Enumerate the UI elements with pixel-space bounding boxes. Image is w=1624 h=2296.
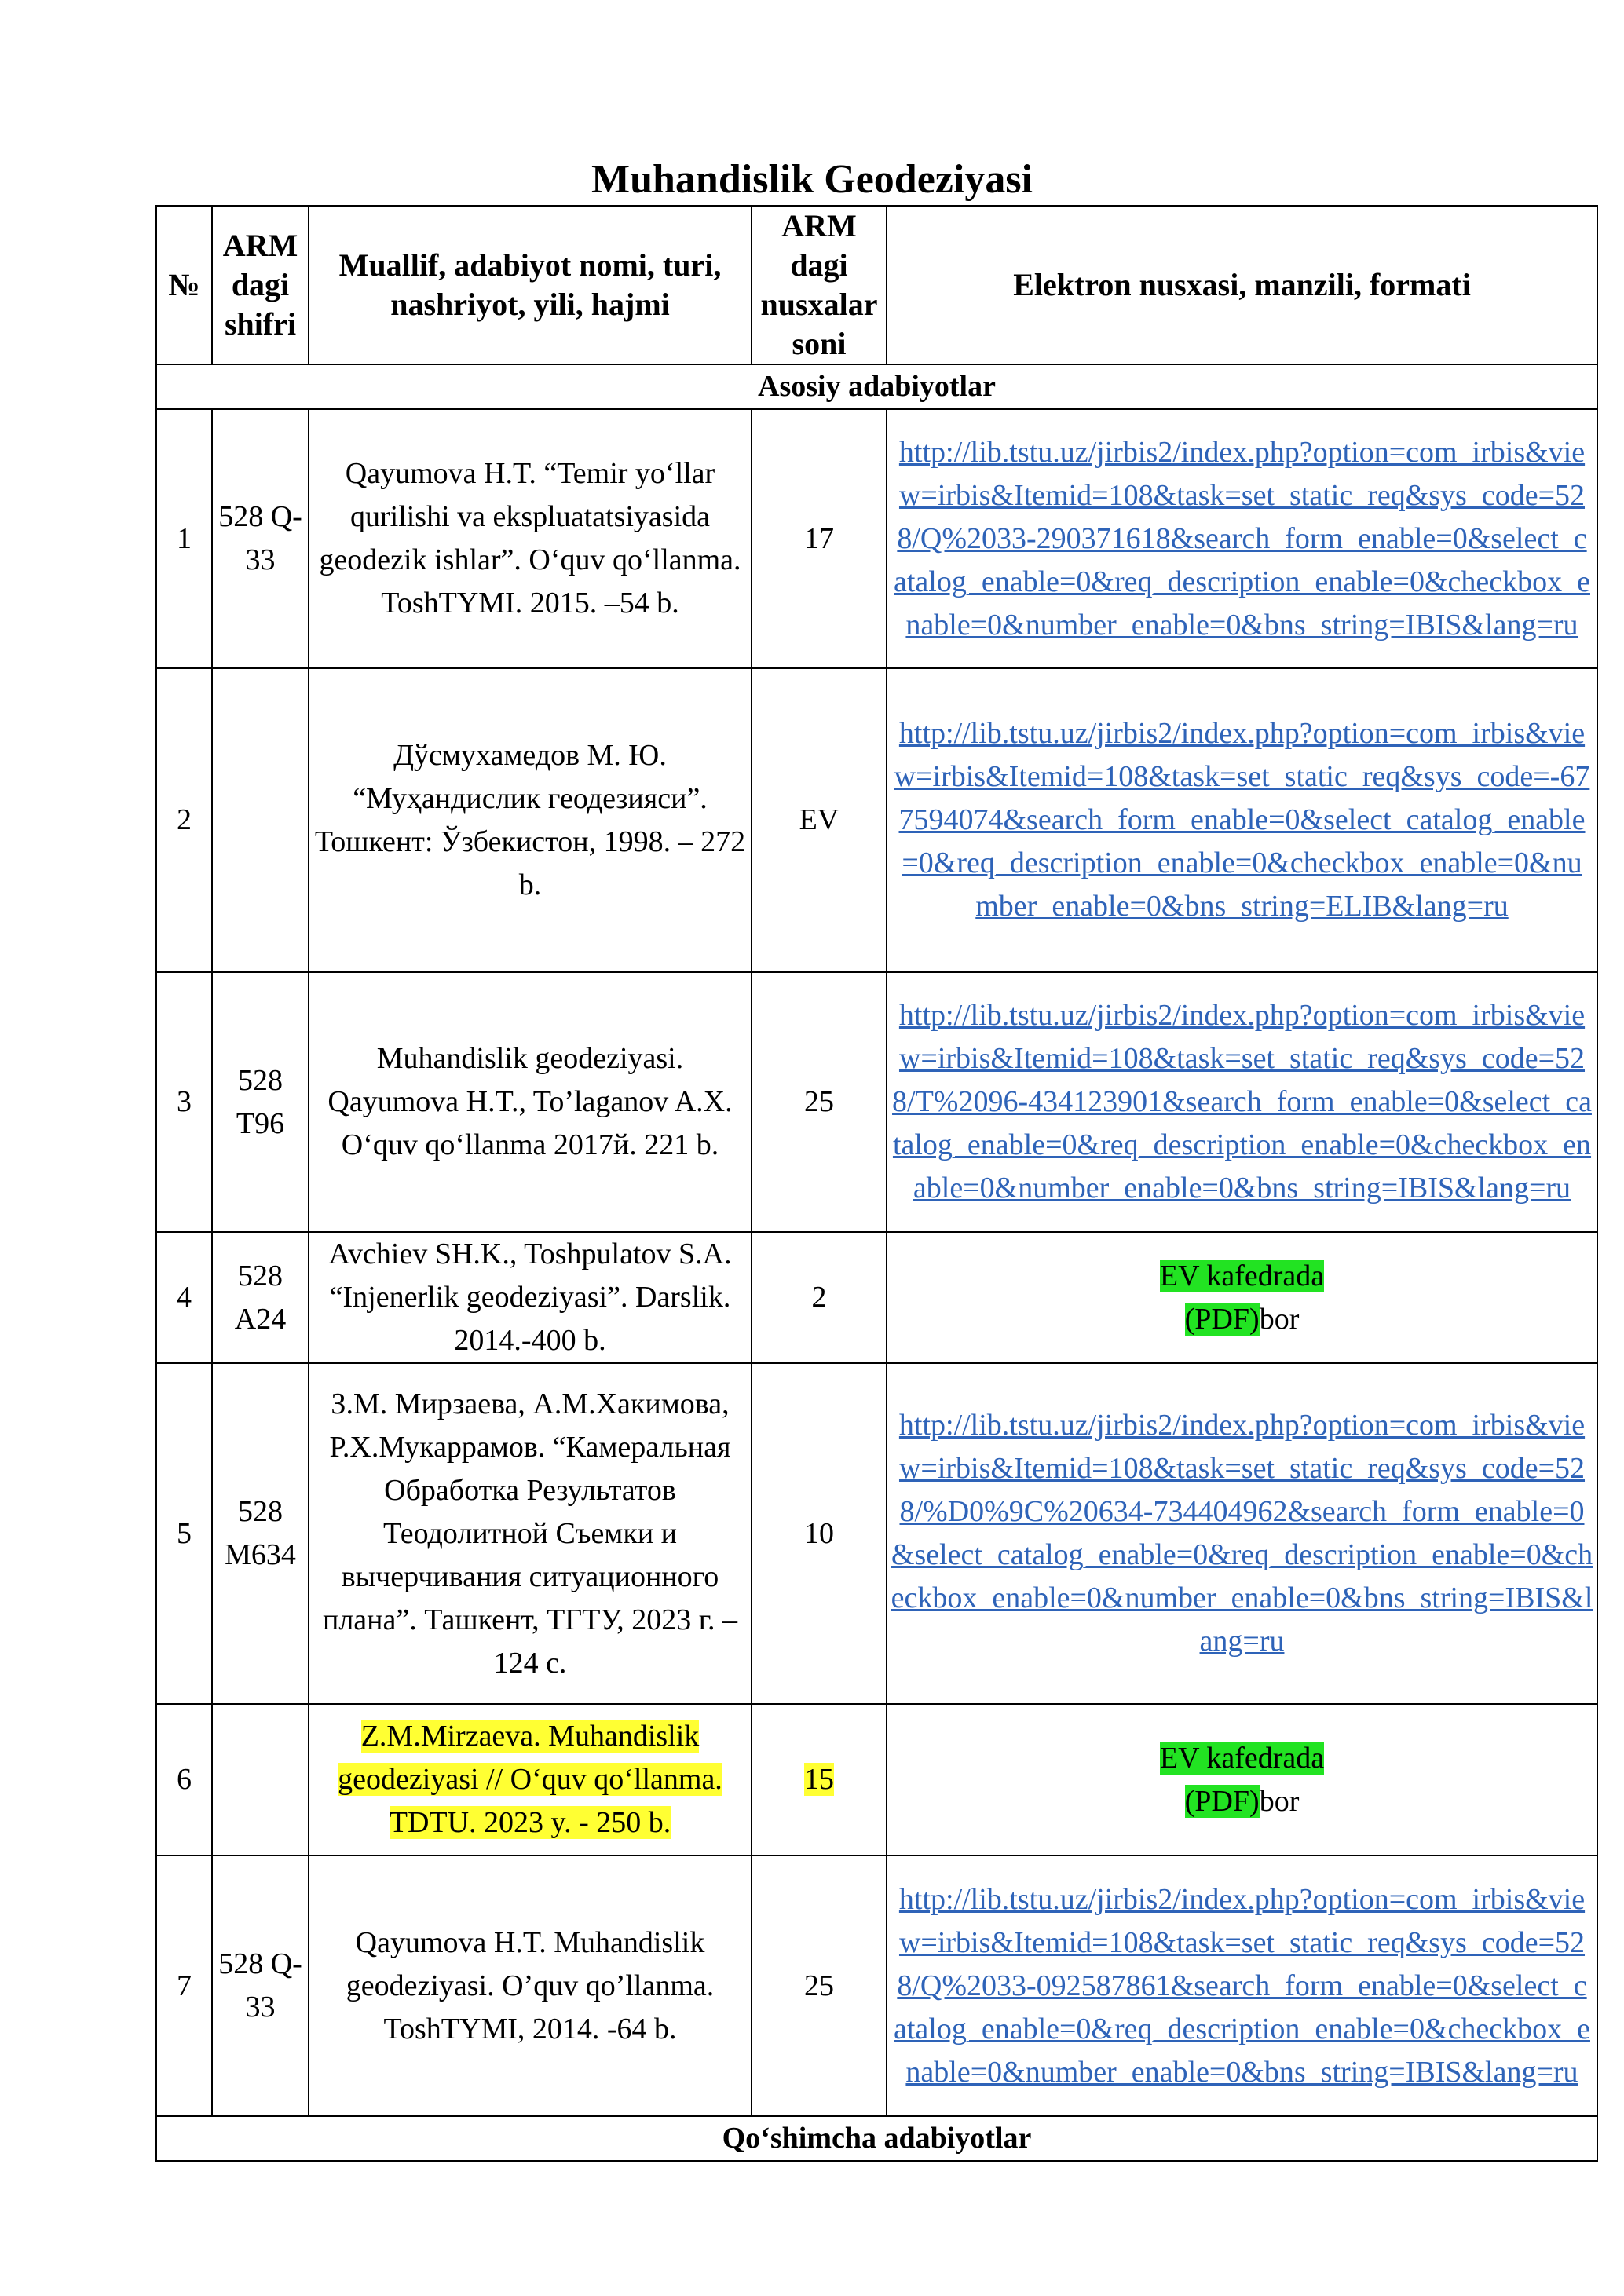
row-author: Z.M.Mirzaeva. Muhandislik geodeziyasi // O‘quv qo‘llanma. TDTU. 2023 y. - 250 b.	[338, 1720, 722, 1839]
section-row-extra	[156, 2116, 1597, 2161]
row-copies: 25	[752, 972, 887, 1232]
row-code: 528 T96	[212, 972, 309, 1232]
row-code: 528 Q-33	[212, 1855, 309, 2116]
ev-format: (PDF)	[1184, 1784, 1260, 1818]
table-row	[156, 1363, 1597, 1704]
catalog-link[interactable]: http://lib.tstu.uz/jirbis2/index.php?option=com_irbis&view=irbis&Itemid=108&task=set_static_req&sys_code=-677594074&search_form_enable=0&select_catalog_enable=0&req_description_enable=0&checkbox_enable=0&number_enable=0&bns_string=ELIB&lang=ru	[894, 717, 1590, 923]
row-num: 4	[156, 1232, 212, 1363]
header-electronic: Elektron nusxasi, manzili, formati	[887, 206, 1597, 364]
header-copies: ARM dagi nusxalar soni	[752, 206, 887, 364]
header-code: ARM dagi shifri	[212, 206, 309, 364]
header-row	[156, 206, 1597, 364]
row-num: 6	[156, 1704, 212, 1855]
row-code: 528 A24	[212, 1232, 309, 1363]
row-copies-cell	[752, 1704, 887, 1855]
row-code: 528 Q-33	[212, 409, 309, 668]
page-title: Muhandislik Geodeziyasi	[591, 157, 1033, 202]
row-copies: 25	[752, 1855, 887, 2116]
section-row-main	[156, 364, 1597, 409]
row-author: Qayumova H.T. “Temir yo‘llar qurilishi va ekspluatatsiyasida geodezik ishlar”. O‘quv qo‘llanma. ToshTYMI. 2015. –54 b.	[309, 409, 752, 668]
catalog-link[interactable]: http://lib.tstu.uz/jirbis2/index.php?option=com_irbis&view=irbis&Itemid=108&task=set_static_req&sys_code=528/T%2096-434123901&search_form_enable=0&select_catalog_enable=0&req_description_enable=0&checkbox_enable=0&number_enable=0&bns_string=IBIS&lang=ru	[892, 999, 1592, 1205]
ev-location: EV kafedrada	[1159, 1741, 1325, 1775]
section-extra-title: Qo‘shimcha adabiyotlar	[156, 2116, 1597, 2161]
row-num: 3	[156, 972, 212, 1232]
ev-format: (PDF)	[1184, 1302, 1260, 1336]
ev-availability	[887, 1232, 1597, 1363]
table-row	[156, 1232, 1597, 1363]
row-code	[212, 668, 309, 972]
row-copies: 10	[752, 1363, 887, 1704]
table-row	[156, 1855, 1597, 2116]
ev-status: bor	[1259, 1302, 1300, 1336]
ev-availability	[887, 1704, 1597, 1855]
row-author-cell	[309, 1704, 752, 1855]
row-code: 528 M634	[212, 1363, 309, 1704]
row-copies: 2	[752, 1232, 887, 1363]
catalog-link[interactable]: http://lib.tstu.uz/jirbis2/index.php?option=com_irbis&view=irbis&Itemid=108&task=set_static_req&sys_code=528/%D0%9C%20634-734404962&search_form_enable=0&select_catalog_enable=0&req_description_enable=0&checkbox_enable=0&number_enable=0&bns_string=IBIS&lang=ru	[891, 1409, 1593, 1658]
row-copies: EV	[752, 668, 887, 972]
row-copies: 17	[752, 409, 887, 668]
catalog-link[interactable]: http://lib.tstu.uz/jirbis2/index.php?option=com_irbis&view=irbis&Itemid=108&task=set_static_req&sys_code=528/Q%2033-092587861&search_form_enable=0&select_catalog_enable=0&req_description_enable=0&checkbox_enable=0&number_enable=0&bns_string=IBIS&lang=ru	[894, 1882, 1590, 2089]
row-code	[212, 1704, 309, 1855]
row-num: 7	[156, 1855, 212, 2116]
catalog-link[interactable]: http://lib.tstu.uz/jirbis2/index.php?option=com_irbis&view=irbis&Itemid=108&task=set_static_req&sys_code=528/Q%2033-290371618&search_form_enable=0&select_catalog_enable=0&req_description_enable=0&checkbox_enable=0&number_enable=0&bns_string=IBIS&lang=ru	[894, 435, 1590, 642]
literature-table	[155, 205, 1598, 2162]
row-author: Muhandislik geodeziyasi. Qayumova H.T., To’laganov A.X. O‘quv qo‘llanma 2017й. 221 b.	[309, 972, 752, 1232]
row-num: 5	[156, 1363, 212, 1704]
row-num: 1	[156, 409, 212, 668]
table-row	[156, 409, 1597, 668]
row-author: Avchiev SH.K., Toshpulatov S.A. “Injenerlik geodeziyasi”. Darslik. 2014.-400 b.	[309, 1232, 752, 1363]
table-row	[156, 1704, 1597, 1855]
table-row	[156, 668, 1597, 972]
table-row	[156, 972, 1597, 1232]
header-num: №	[156, 206, 212, 364]
section-main-title: Asosiy adabiyotlar	[156, 364, 1597, 409]
row-num: 2	[156, 668, 212, 972]
row-author: Qayumova H.T. Muhandislik geodeziyasi. O’quv qo’llanma. ToshTYMI, 2014. -64 b.	[309, 1855, 752, 2116]
row-author: З.М. Мирзаева, А.М.Хакимова, Р.Х.Мукаррамов. “Камеральная Обработка Результатов Теодолитной Съемки и вычерчивания ситуационного плана”. Ташкент, ТГТУ, 2023 г. – 124 с.	[309, 1363, 752, 1704]
ev-location: EV kafedrada	[1159, 1259, 1325, 1292]
header-author: Muallif, adabiyot nomi, turi, nashriyot, yili, hajmi	[309, 206, 752, 364]
row-author: Дўсмухамедов М. Ю. “Муҳандислик геодезияси”. Тошкент: Ўзбекистон, 1998. – 272 b.	[309, 668, 752, 972]
ev-status: bor	[1259, 1784, 1300, 1818]
row-copies: 15	[804, 1763, 834, 1796]
